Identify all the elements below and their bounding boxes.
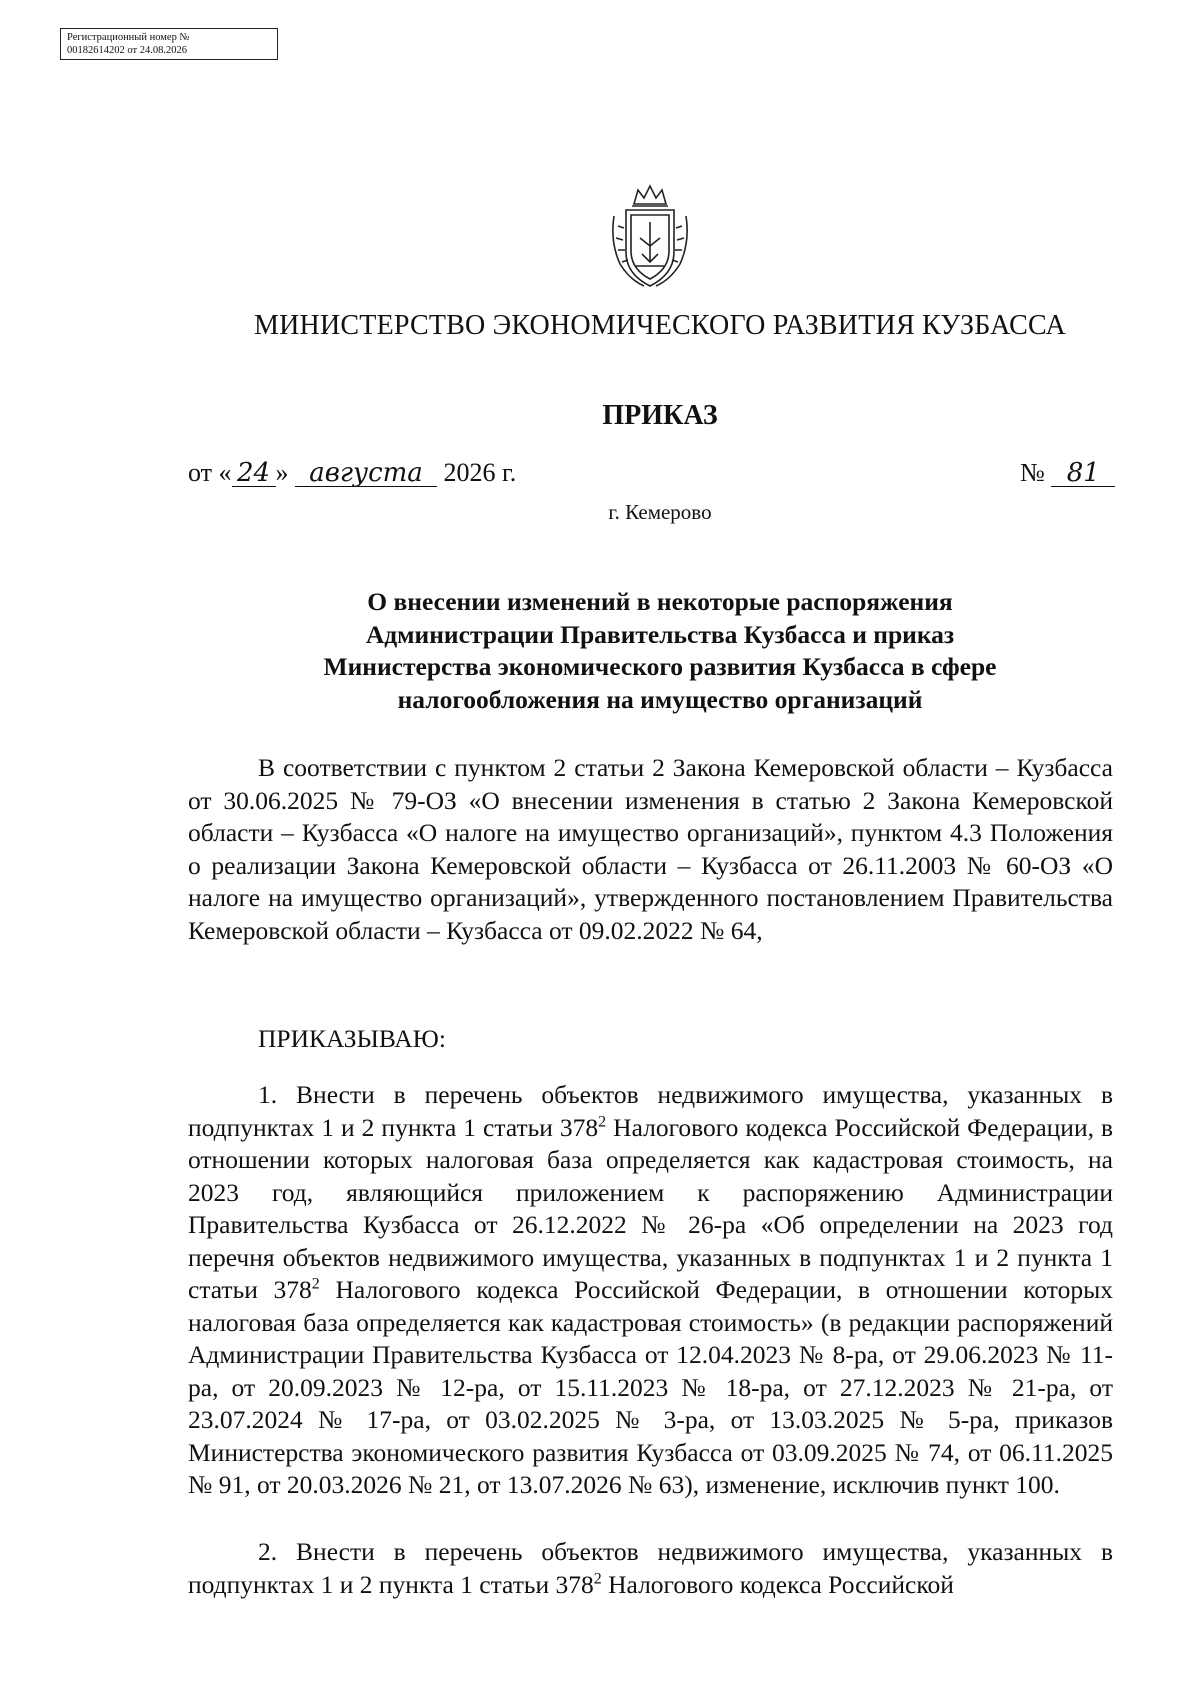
item-2-part-a: 2. Внести в перечень объектов недвижимого имущества, указанных в подпунктах 1 и 2 пункта 1 статьи 378 [188,1537,1113,1599]
city: г. Кемерово [608,500,712,524]
ministry-name: МИНИСТЕРСТВО ЭКОНОМИЧЕСКОГО РАЗВИТИЯ КУЗБАССА [254,310,1066,341]
item-1-sup-2: 2 [311,1275,320,1293]
item-1-sup-1: 2 [598,1113,607,1130]
order-subject [240,586,1080,716]
handwritten-number: 81 [1051,460,1115,487]
number-label: № [1020,458,1045,487]
item-2-part-b: Налогового кодекса Российской [601,1569,954,1599]
registration-line-2: 00182614202 от 24.08.2026 [67,45,187,56]
order-number [1020,458,1115,488]
item-2-sup-1: 2 [593,1570,602,1587]
item-1-paragraph [188,1079,1113,1502]
handwritten-day: 24 [232,460,276,487]
item-2-paragraph [188,1536,1113,1601]
subject-line-3: Министерства экономического развития Кузбасса в сфере [323,652,997,681]
date-year: 2026 г. [443,458,517,487]
item-1-part-b: Налогового кодекса Российской Федерации, в отношении которых налоговая база определяется как кадастровая стоимость, на 2023 год, являющийся приложением к распоряжению Администрации Правительства Кузбасса от 26.12.2022 № 26-ра «Об определении на 2023 год перечня объектов недвижимого имущества, указанных в подпунктах 1 и 2 пункта 1 статьи 378 [188,1112,1114,1304]
coat-of-arms-icon [604,182,696,292]
registration-stamp [60,28,278,60]
registration-line-1: Регистрационный номер № [67,32,190,43]
subject-line-1: О внесении изменений в некоторые распоряжения [367,587,953,616]
order-date [188,458,516,488]
preamble-text: В соответствии с пунктом 2 статьи 2 Закона Кемеровской области – Кузбасса от 30.06.2025 № 79-ОЗ «О внесении изменения в статью 2 Закона Кемеровской области – Кузбасса «О налоге на имущество организаций», пунктом 4.3 Положения о реализации Закона Кемеровской области – Кузбасса от 26.11.2003 № 60-ОЗ «О налоге на имущество организаций», утвержденного постановлением Правительства Кемеровской области – Кузбасса от 09.02.2022 № 64, [188,753,1113,945]
order-title: ПРИКАЗ [602,400,718,431]
subject-line-2: Администрации Правительства Кузбасса и приказ [365,619,955,649]
date-prefix: от « [188,458,232,487]
subject-line-4: налогообложения на имущество организаций [397,684,923,714]
item-1-part-a: 1. Внести в перечень объектов недвижимого имущества, указанных в подпунктах 1 и 2 пункта 1 статьи 378 [188,1080,1113,1142]
preamble-paragraph [188,752,1113,947]
handwritten-month: августа [295,460,437,487]
order-word: ПРИКАЗЫВАЮ: [258,1024,446,1053]
item-1-part-c: Налогового кодекса Российской Федерации, в отношении которых налоговая база определяется как кадастровая стоимость» (в редакции распоряжений Администрации Правительства Кузбасса от 12.04.2023 № 8-ра, от 29.06.2023 № 11-ра, от 20.09.2023 № 12-ра, от 15.11.2023 № 18-ра, от 27.12.2023 № 21-ра, от 23.07.2024 № 17-ра, от 03.02.2025 № 3-ра, от 13.03.2025 № 5-ра, приказов Министерства экономического развития Кузбасса от 03.09.2025 № 74, от 06.11.2025 № 91, от 20.03.2026 № 21, от 13.07.2026 № 63), изменение, исключив пункт 100. [188,1275,1113,1499]
date-mid: » [275,458,289,487]
